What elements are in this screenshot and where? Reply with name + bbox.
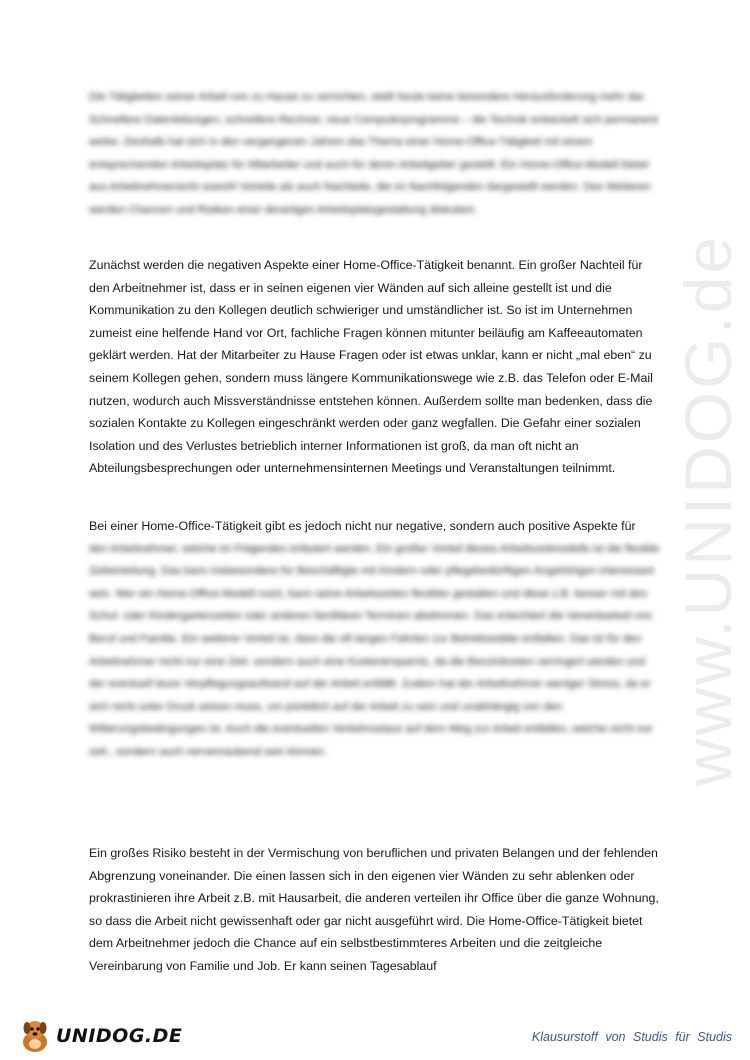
intro-paragraph-blurred: Die Tätigkeiten seiner Arbeit von zu Hause zu verrichten, stellt heute keine besondere Herausforderung mehr dar. Schnellere Datenleitungen, schnellere Rechner, neue Computerprogramme – die Technik entwickelt sich permanent weiter. Deshalb hat sich in den vergangenen Jahren das Thema einer Home-Office-Tätigkeit mit einem entsprechenden Arbeitsplatz für Mitarbeiter und auch für deren Arbeitgeber gestellt. Ein Home-Office-Modell bietet aus Arbeitnehmersicht sowohl Vorteile als auch Nachteile, die im Nachfolgenden dargestellt werden. Des Weiteren werden Chancen und Risiken einer derartigen Arbeitsplatzgestaltung diskutiert. (89, 91, 658, 216)
paragraph-positive-first-line: Bei einer Home-Office-Tätigkeit gibt es jedoch nicht nur negative, sondern auch positive Aspekte für (89, 519, 636, 533)
dog-mascot-icon (18, 1018, 52, 1054)
watermark-text: www.UNIDOG.de (671, 233, 745, 787)
unidog-logo (18, 1016, 182, 1056)
paragraph-positive-aspects (89, 515, 664, 764)
paragraph-risks-chances: Ein großes Risiko besteht in der Vermischung von beruflichen und privaten Belangen und der fehlenden Abgrenzung voneinander. Die einen lassen sich in den eigenen vier Wänden zu sehr ablenken oder prokrastinieren ihre Arbeit z.B. mit Hausarbeit, die anderen verteilen ihr Office über die ganze Wohnung, so dass die Arbeit nicht gewissenhaft oder gar nicht ausgeführt wird. Die Home-Office-Tätigkeit bietet dem Arbeitnehmer jedoch die Chance auf ein selbstbestimmteres Arbeiten und die zeitgleiche Vereinbarung von Familie und Job. Er kann seinen Tagesablauf (89, 846, 659, 973)
paragraph-negative-aspects: Zunächst werden die negativen Aspekte einer Home-Office-Tätigkeit benannt. Ein großer Nachteil für den Arbeitnehmer ist, dass er in seinen eigenen vier Wänden auf sich alleine gestellt ist und die Kommunikation zu den Kollegen deutlich schwieriger und umständlicher ist. So ist im Unternehmen zumeist eine helfende Hand vor Ort, fachliche Fragen können mitunter beiläufig am Kaffeeautomaten geklärt werden. Hat der Mitarbeiter zu Hause Fragen oder ist etwas unklar, kann er nicht „mal eben“ zu seinem Kollegen gehen, sondern muss längere Kommunikationswege wie z.B. das Telefon oder E-Mail nutzen, wodurch auch Missverständnisse entstehen können. Außerdem sollte man bedenken, dass die sozialen Kontakte zu Kollegen eingeschränkt werden oder ganz wegfallen. Die Gefahr einer sozialen Isolation und des Verlustes betrieblich interner Informationen ist groß, da man oft nicht an Abteilungsbesprechungen oder unternehmensinternen Meetings und Veranstaltungen teilnimmt. (89, 258, 653, 476)
paragraph-positive-blurred: den Arbeitnehmer, welche im Folgenden erläutert werden. Ein großer Vorteil dieses Arbeitszeitmodells ist die flexible Zeiteinteilung. Das kann insbesondere für Beschäftigte mit Kindern oder pflegebedürftigen Angehörigen interessant sein. Wer ein Home-Office-Modell nutzt, kann seine Arbeitszeiten flexibler gestalten und diese z.B. besser mit den Schul- oder Kindergartenzeiten oder anderen familiären Terminen abstimmen. Das erleichtert die Vereinbarkeit von Beruf und Familie. Ein weiterer Vorteil ist, dass die oft langen Fahrten zur Betriebsstätte entfallen. Das ist für den Arbeitnehmer nicht nur eine Zeit- sondern auch eine Kostenersparnis, da die Benzinkosten verringert werden und der eventuell teure Verpflegungsaufwand auf der Arbeit entfällt. Zudem hat der Arbeitnehmer weniger Stress, da er sich nicht unter Druck setzen muss, um pünktlich auf der Arbeit zu sein und unabhängig von den Witterungsbedingungen ist. Auch die eventuellen Verkehrsstaus auf dem Weg zur Arbeit entfallen, welche nicht nur zeit-, sondern auch nervenraubend sein können. (89, 542, 660, 758)
footer-slogan: Klausurstoff von Studis für Studis (531, 1030, 732, 1044)
logo-text: UNIDOG.DE (56, 1025, 183, 1047)
